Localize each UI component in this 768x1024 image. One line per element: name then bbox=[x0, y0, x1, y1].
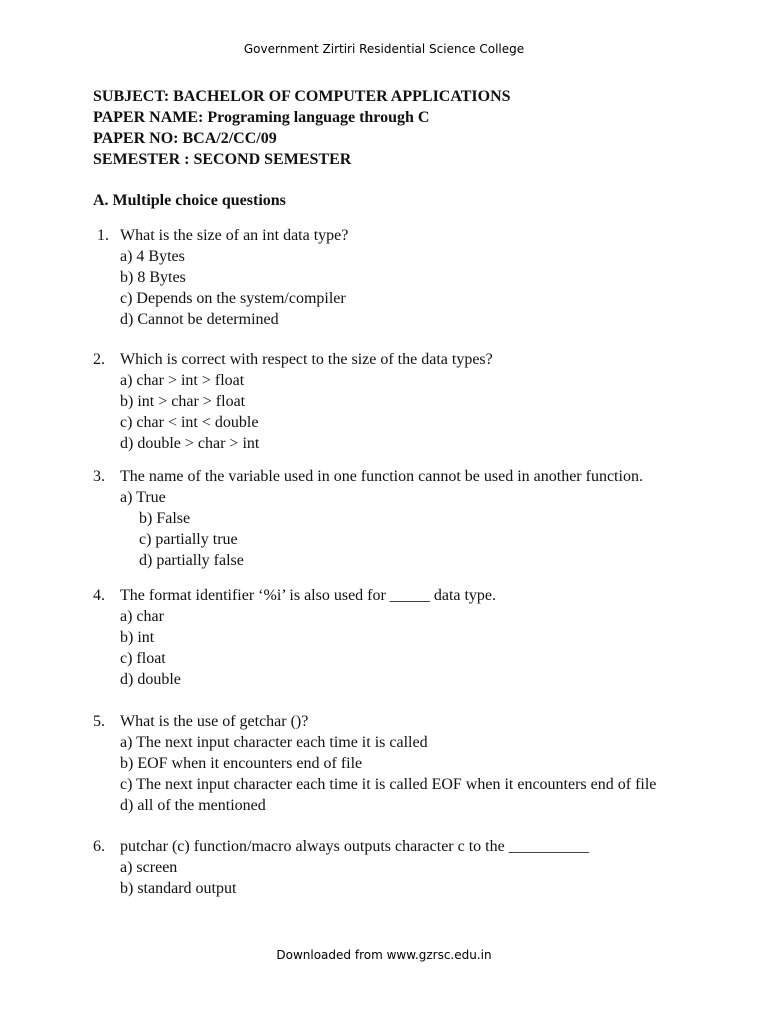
option-a: a) screen bbox=[120, 859, 178, 876]
option-d: d) double bbox=[120, 671, 181, 688]
option-a: a) char bbox=[120, 608, 164, 625]
question-number: 5. bbox=[93, 713, 105, 730]
question-text: What is the use of getchar ()? bbox=[120, 713, 309, 730]
option-a: a) char > int > float bbox=[120, 372, 245, 389]
option-c: c) float bbox=[120, 650, 166, 667]
option-c: c) The next input character each time it is called EOF when it encounters end of file bbox=[120, 776, 657, 793]
question-6 bbox=[93, 836, 589, 899]
option-a: a) 4 Bytes bbox=[120, 248, 185, 265]
page-header: Government Zirtiri Residential Science College bbox=[243, 42, 525, 56]
option-b: b) EOF when it encounters end of file bbox=[120, 755, 363, 772]
question-number: 3. bbox=[93, 468, 105, 485]
option-b: b) int > char > float bbox=[120, 393, 246, 410]
question-text: The name of the variable used in one function cannot be used in another function. bbox=[120, 468, 643, 485]
question-number: 1. bbox=[97, 227, 109, 244]
question-stem bbox=[93, 585, 496, 606]
option-d: d) partially false bbox=[139, 552, 244, 569]
option-a: a) True bbox=[120, 489, 166, 506]
paper-metadata bbox=[93, 86, 511, 170]
question-number: 6. bbox=[93, 838, 105, 855]
question-number: 4. bbox=[93, 587, 105, 604]
paper-name-label: PAPER NAME: bbox=[93, 109, 204, 126]
option-b: b) False bbox=[139, 510, 191, 527]
question-text: putchar (c) function/macro always outputs character c to the __________ bbox=[120, 838, 589, 855]
section-title: A. Multiple choice questions bbox=[93, 192, 286, 209]
paper-name-line bbox=[93, 107, 511, 128]
option-a: a) The next input character each time it is called bbox=[120, 734, 428, 751]
question-text: Which is correct with respect to the size of the data types? bbox=[120, 351, 493, 368]
question-1 bbox=[93, 225, 348, 330]
option-c: c) char < int < double bbox=[120, 414, 259, 431]
question-5 bbox=[93, 711, 656, 816]
option-d: d) double > char > int bbox=[120, 435, 260, 452]
semester-line: SEMESTER : SECOND SEMESTER bbox=[93, 151, 352, 168]
option-b: b) 8 Bytes bbox=[120, 269, 186, 286]
question-stem bbox=[93, 349, 493, 370]
question-stem bbox=[93, 711, 656, 732]
question-text: The format identifier ‘%i’ is also used for _____ data type. bbox=[120, 587, 497, 604]
paper-name-value: Programing language through C bbox=[207, 109, 430, 126]
question-3 bbox=[93, 466, 643, 571]
question-stem bbox=[93, 836, 589, 857]
option-c: c) Depends on the system/compiler bbox=[120, 290, 346, 307]
option-d: d) all of the mentioned bbox=[120, 797, 266, 814]
question-stem bbox=[93, 225, 348, 246]
question-number: 2. bbox=[93, 351, 105, 368]
option-b: b) int bbox=[120, 629, 155, 646]
question-4 bbox=[93, 585, 496, 690]
option-d: d) Cannot be determined bbox=[120, 311, 279, 328]
paper-no-line: PAPER NO: BCA/2/CC/09 bbox=[93, 130, 277, 147]
question-stem bbox=[93, 466, 643, 487]
question-2 bbox=[93, 349, 493, 454]
question-text: What is the size of an int data type? bbox=[120, 227, 349, 244]
page-footer: Downloaded from www.gzrsc.edu.in bbox=[276, 948, 492, 962]
option-c: c) partially true bbox=[139, 531, 238, 548]
subject-line: SUBJECT: BACHELOR OF COMPUTER APPLICATIONS bbox=[93, 88, 511, 105]
option-b: b) standard output bbox=[120, 880, 237, 897]
